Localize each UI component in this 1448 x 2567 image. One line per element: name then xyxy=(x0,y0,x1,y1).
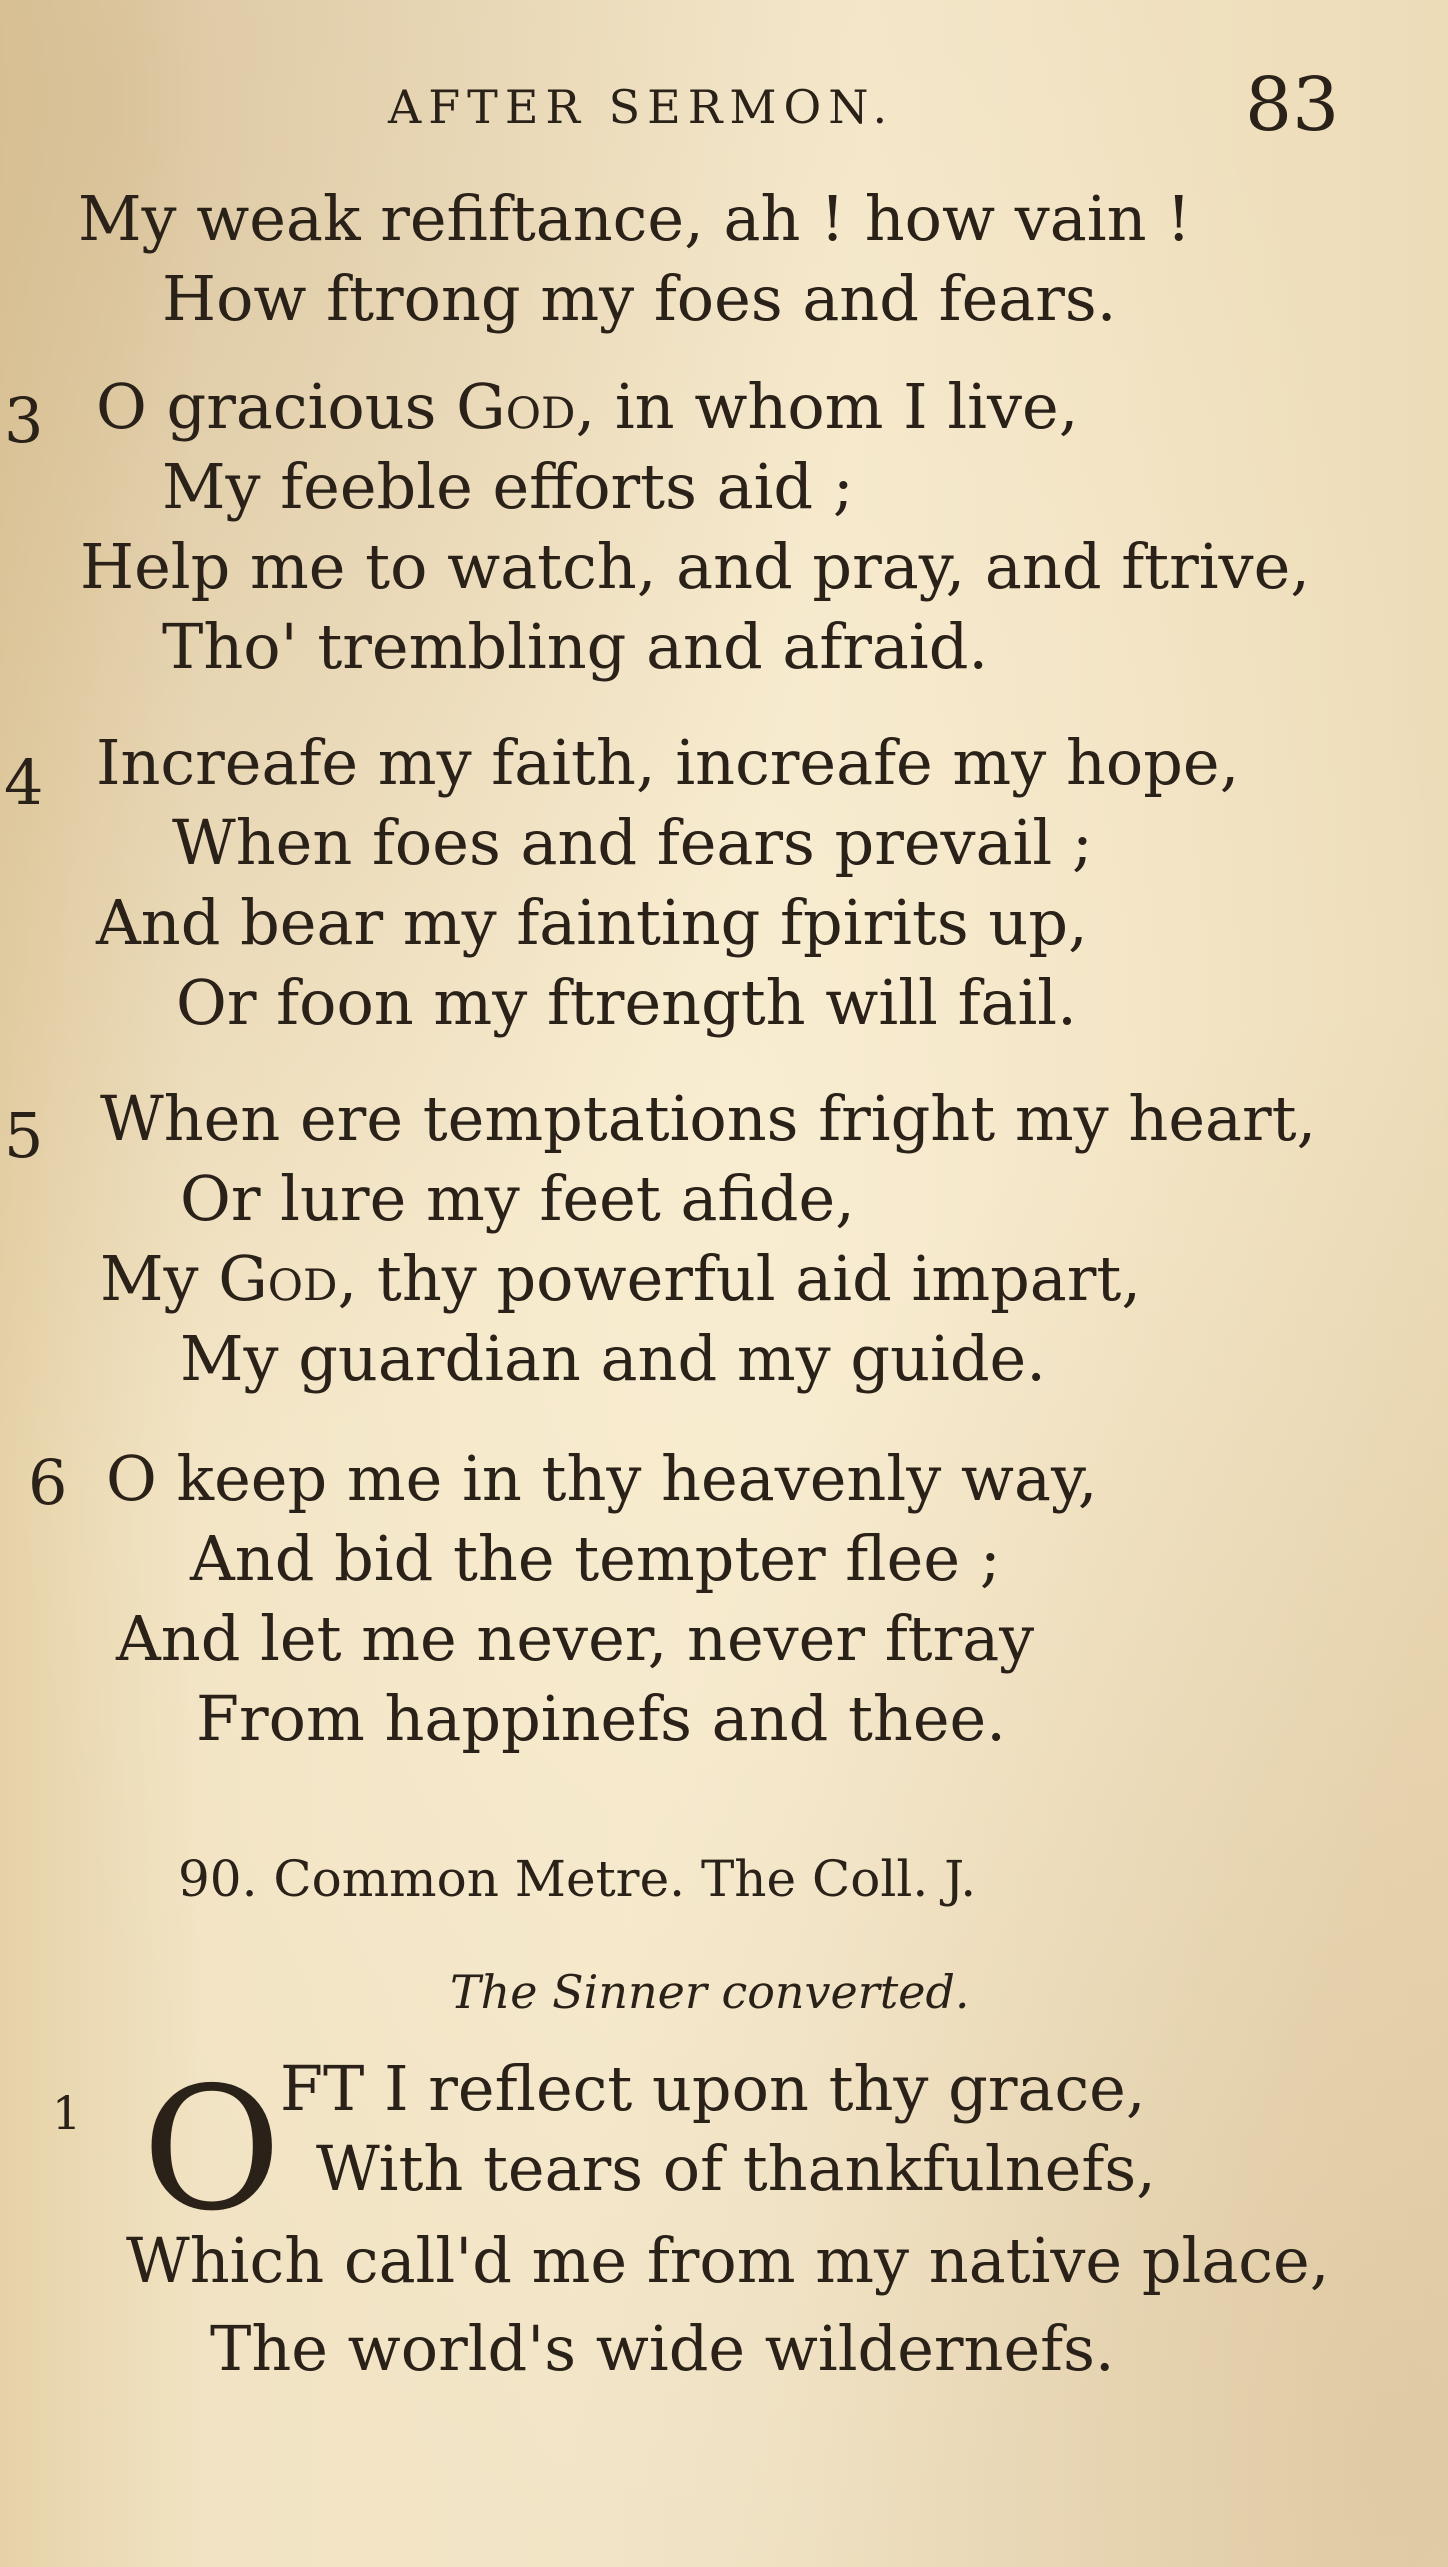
divine-name: God xyxy=(218,1242,338,1315)
verse-number: 6 xyxy=(28,1446,68,1519)
hymn-heading: 90. Common Metre. The Coll. J. xyxy=(178,1850,977,1908)
verse-line: When foes and fears prevail ; xyxy=(172,806,1093,879)
verse-line: And bid the tempter flee ; xyxy=(190,1522,1001,1595)
divine-name: God xyxy=(456,370,576,443)
verse-number: 1 xyxy=(52,2086,82,2140)
verse-line: From happinefs and thee. xyxy=(196,1682,1006,1755)
hymn-subtitle: The Sinner converted. xyxy=(450,1965,970,2019)
drop-cap: O xyxy=(142,2051,282,2249)
verse-line: With tears of thankfulnefs, xyxy=(316,2132,1156,2205)
verse-line: And bear my fainting fpirits up, xyxy=(96,886,1088,959)
verse-line: And let me never, never ftray xyxy=(116,1602,1035,1675)
verse-line: My guardian and my guide. xyxy=(180,1322,1046,1395)
verse-line: O gracious God, in whom I live, xyxy=(96,370,1079,443)
verse-line: O keep me in thy heavenly way, xyxy=(106,1442,1098,1515)
verse-line: Or lure my feet afide, xyxy=(180,1162,855,1235)
verse-line: Or foon my ftrength will fail. xyxy=(176,966,1077,1039)
verse-line: When ere temptations fright my heart, xyxy=(100,1082,1317,1155)
verse-line: FT I reflect upon thy grace, xyxy=(280,2052,1146,2125)
verse-number: 5 xyxy=(4,1099,44,1172)
verse-line: My weak refiftance, ah ! how vain ! xyxy=(78,182,1192,255)
verse-number: 3 xyxy=(4,384,44,457)
verse-line: How ftrong my foes and fears. xyxy=(162,262,1117,335)
verse-line: My feeble efforts aid ; xyxy=(162,450,854,523)
verse-line: The world's wide wildernefs. xyxy=(210,2312,1115,2385)
verse-line: My God, thy powerful aid impart, xyxy=(100,1242,1142,1315)
page-number: 83 xyxy=(1245,62,1340,148)
verse-number: 4 xyxy=(4,746,44,819)
running-header: AFTER SERMON. xyxy=(388,80,895,134)
verse-line: Increafe my faith, increafe my hope, xyxy=(96,726,1240,799)
verse-line: Tho' trembling and afraid. xyxy=(162,610,989,683)
verse-line: Help me to watch, and pray, and ftrive, xyxy=(80,530,1310,603)
verse-line: Which call'd me from my native place, xyxy=(126,2224,1330,2297)
